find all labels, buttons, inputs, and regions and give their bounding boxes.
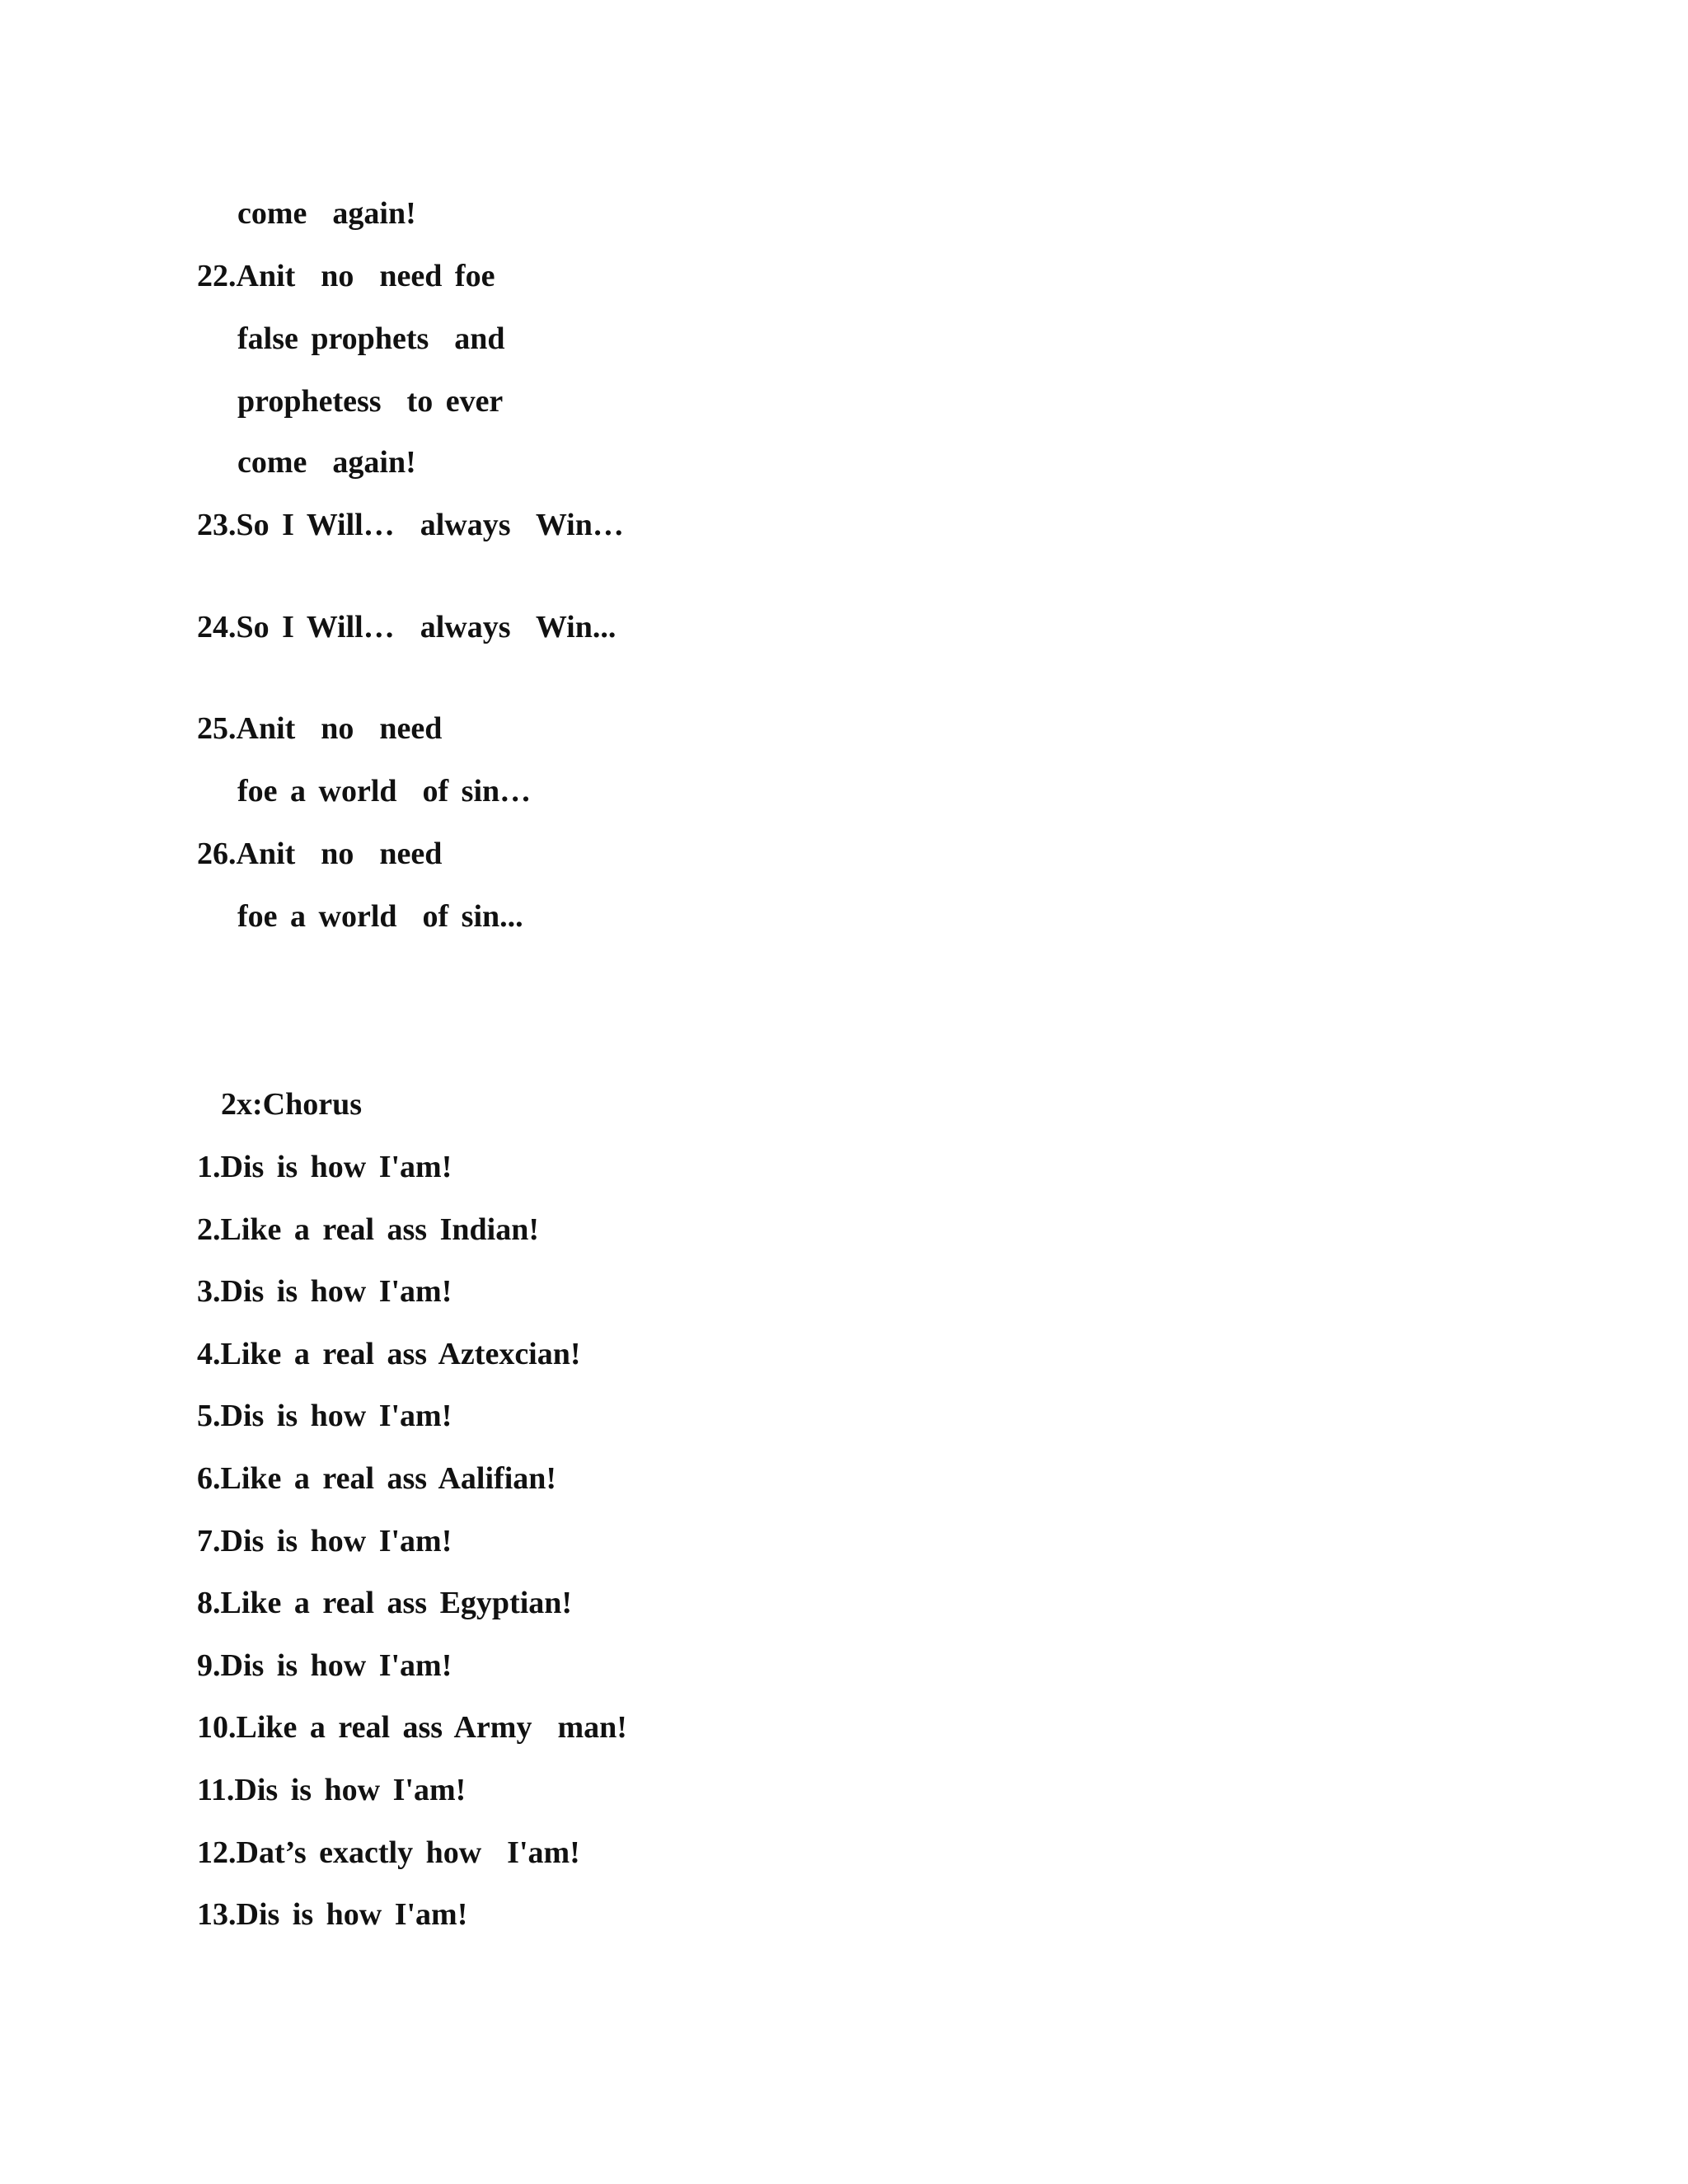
lyric-line: come again! (237, 196, 416, 231)
lyric-line: 4.Like a real ass Aztexcian! (197, 1337, 581, 1371)
lyric-line: 12.Dat’s exactly how I'am! (197, 1835, 580, 1870)
lyric-line: 8.Like a real ass Egyptian! (197, 1586, 573, 1620)
lyric-line: 11.Dis is how I'am! (197, 1773, 467, 1807)
lyric-line: 26.Anit no need (197, 837, 443, 871)
lyric-line: prophetess to ever (237, 384, 504, 419)
chorus-heading: 2x:Chorus (221, 1087, 363, 1122)
lyric-line: foe a world of sin... (237, 899, 523, 934)
lyric-line: 1.Dis is how I'am! (197, 1150, 452, 1184)
lyric-line: 13.Dis is how I'am! (197, 1897, 468, 1932)
lyric-line: 9.Dis is how I'am! (197, 1648, 452, 1683)
lyric-line: 7.Dis is how I'am! (197, 1524, 452, 1558)
lyric-line: foe a world of sin… (237, 774, 532, 808)
lyric-line: 2.Like a real ass Indian! (197, 1212, 539, 1247)
lyric-line: 3.Dis is how I'am! (197, 1274, 452, 1309)
lyric-line: 5.Dis is how I'am! (197, 1399, 452, 1433)
lyric-line: false prophets and (237, 321, 505, 356)
lyric-line: 6.Like a real ass Aalifian! (197, 1461, 557, 1496)
lyric-line: 10.Like a real ass Army man! (197, 1710, 627, 1745)
lyric-line: come again! (237, 445, 416, 480)
lyric-line: 22.Anit no need foe (197, 259, 495, 293)
lyric-line: 24.So I Will… always Win... (197, 610, 617, 644)
lyric-line: 25.Anit no need (197, 711, 443, 746)
lyric-line: 23.So I Will… always Win… (197, 508, 624, 542)
